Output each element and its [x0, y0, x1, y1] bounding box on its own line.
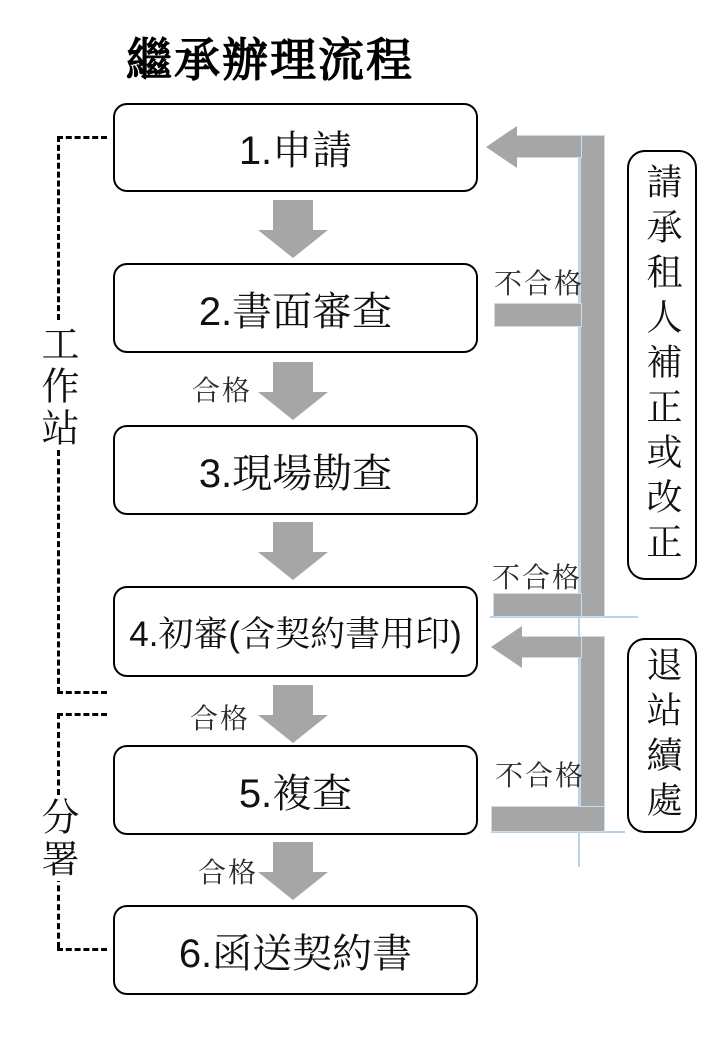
- return-path-2-top-tail: [521, 636, 582, 658]
- workstation-bracket-vertical-upper: [57, 136, 60, 320]
- pass-label-after-step5: 合格: [198, 857, 259, 888]
- step-box-3-site-survey: 3.現場勘查: [113, 425, 478, 515]
- lane-label-branch: 分署: [35, 797, 77, 881]
- down-arrow-1-tail: [273, 200, 313, 230]
- side-note-return-station-text: 退站續處: [642, 645, 683, 826]
- side-note-return-station-box: [627, 638, 697, 833]
- workstation-bracket-top-line: [57, 136, 107, 139]
- branch-bracket-top-line: [57, 713, 107, 716]
- side-note-correction-box: [627, 150, 697, 580]
- down-arrow-5-tail: [273, 842, 313, 872]
- step-box-4-initial-review: 4.初審(含契約書用印): [113, 586, 478, 677]
- left-arrow-to-step1-icon: [486, 126, 517, 168]
- fail-bar-from-step2: [494, 303, 582, 327]
- left-arrow-to-step4-icon: [491, 626, 522, 668]
- branch-bracket-vertical-upper: [57, 713, 60, 795]
- fail-bar-from-step4: [493, 593, 582, 617]
- pass-label-after-step2: 合格: [192, 375, 253, 406]
- branch-bracket-vertical-lower: [57, 876, 60, 948]
- branch-bracket-bottom-line: [57, 948, 107, 951]
- fail-label-step4: 不合格: [492, 562, 583, 593]
- down-arrow-4-tail: [273, 685, 313, 715]
- fail-bar-from-step5: [491, 806, 605, 832]
- workstation-bracket-vertical-lower: [57, 450, 60, 693]
- down-arrow-2-tail: [273, 362, 313, 392]
- down-arrow-2-icon: [258, 392, 328, 420]
- down-arrow-4-icon: [258, 715, 328, 743]
- down-arrow-3-icon: [258, 552, 328, 580]
- step-box-6-send-contract: 6.函送契約書: [113, 905, 478, 995]
- fail-label-step5: 不合格: [495, 760, 586, 791]
- down-arrow-1-icon: [258, 230, 328, 258]
- down-arrow-5-icon: [258, 872, 328, 900]
- page-title: 繼承辦理流程: [126, 34, 414, 86]
- return-path-1-top-tail: [516, 135, 582, 158]
- workstation-bracket-bottom-line: [57, 691, 107, 694]
- lane-label-workstation: 工作站: [35, 324, 77, 450]
- pass-label-after-step4: 合格: [190, 703, 251, 734]
- return-path-1-vertical-bar: [580, 135, 605, 617]
- step-box-1-apply: 1.申請: [113, 103, 478, 192]
- step-box-2-document-review: 2.書面審查: [113, 263, 478, 353]
- down-arrow-3-tail: [273, 522, 313, 552]
- return-path-2-vertical-bar: [580, 636, 605, 832]
- step-box-5-recheck: 5.複查: [113, 745, 478, 835]
- fail-label-step2: 不合格: [494, 268, 585, 299]
- side-note-correction-text: 請承租人補正或改正: [642, 162, 683, 568]
